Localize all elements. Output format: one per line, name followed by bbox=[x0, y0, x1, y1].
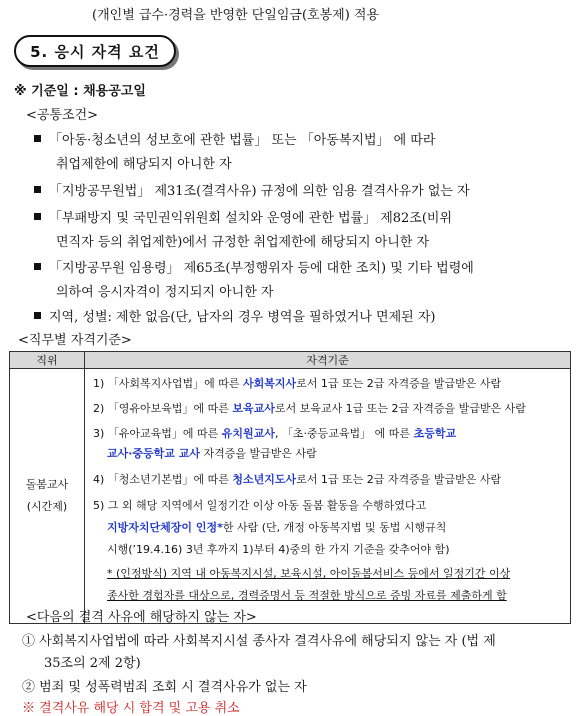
col-header-role: 직위 bbox=[10, 352, 85, 369]
wage-note-line: (개인별 급수·경력을 반영한 단일임금(호봉제) 적용 bbox=[92, 8, 380, 23]
reference-date: ※ 기준일 : 채용공고일 bbox=[14, 84, 146, 99]
disqualification-item-1: ① 사회복지사업법에 따라 사회복지시설 종사자 결격사유에 해당되지 않는 자 (법 제 bbox=[22, 634, 496, 649]
bullet-square-icon bbox=[34, 135, 41, 142]
criterion-5-line3: 시행(’19.4.16) 3년 후까지 1)부터 4)중의 한 가지 기준을 갖추어야 함) bbox=[107, 543, 450, 556]
common-item-1-cont: 취업제한에 해당되지 아니한 자 bbox=[56, 157, 232, 172]
recognition-method-note: * (인정방식) 지역 내 아동복지시설, 보육시설, 아이돌봄서비스 등에서 일정기간 이상 bbox=[107, 567, 511, 580]
col-header-criteria: 자격기준 bbox=[85, 352, 571, 369]
common-item-3: 「부패방지 및 국민권익위원회 설치와 운영에 관한 법률」 제82조(비위 bbox=[34, 207, 452, 226]
disqualification-heading: <다음의 결격 사유에 해당하지 않는 자> bbox=[26, 610, 257, 625]
criterion-3: 3) 「유아교육법」에 따른 유치원교사, 「초·중등교육법」 에 따른 초등학교 bbox=[93, 427, 457, 440]
bullet-square-icon bbox=[34, 213, 41, 220]
section-title: 5. 응시 자격 요건 bbox=[14, 35, 176, 67]
criterion-5: 5) 그 외 해당 지역에서 일정기간 이상 아동 돌봄 활동을 수행하였다고 bbox=[93, 499, 427, 512]
common-item-5: 지역, 성별: 제한 없음(단, 남자의 경우 병역을 필하였거나 면제된 자) bbox=[34, 306, 436, 325]
table-row bbox=[10, 369, 571, 624]
criterion-2: 2) 「영유아보육법」에 따른 보육교사로서 보육교사 1급 또는 2급 자격증을 발급받은 사람 bbox=[93, 402, 526, 415]
disqualification-item-1-cont: 35조의 2제 2항) bbox=[44, 656, 141, 671]
criteria-cell bbox=[85, 369, 571, 624]
common-item-2: 「지방공무원법」 제31조(결격사유) 규정에 의한 임용 결격사유가 없는 자 bbox=[34, 180, 470, 199]
table-header-row bbox=[10, 352, 571, 369]
criterion-3-cont: 교사·중등학교 교사 자격증을 발급받은 사람 bbox=[107, 447, 317, 460]
common-item-3-cont: 면직자 등의 취업제한)에서 규정한 취업제한에 해당되지 아니한 자 bbox=[56, 235, 430, 250]
job-criteria-heading: <직무별 자격기준> bbox=[18, 333, 132, 348]
criterion-1: 1) 「사회복지사업법」에 따른 사회복지사로서 1급 또는 2급 자격증을 발급받은 사람 bbox=[93, 377, 502, 390]
bullet-square-icon bbox=[34, 186, 41, 193]
disqualification-item-2: ② 범죄 및 성폭력범죄 조회 시 결격사유가 없는 자 bbox=[22, 680, 307, 695]
common-item-1: 「아동·청소년의 성보호에 관한 법률」 또는 「아동복지법」 에 따라 bbox=[34, 129, 435, 148]
common-conditions-heading: <공통조건> bbox=[26, 108, 99, 123]
bullet-square-icon bbox=[34, 263, 41, 270]
qualification-table bbox=[9, 351, 571, 624]
criterion-4: 4) 「청소년기본법」에 따른 청소년지도사로서 1급 또는 2급 자격증을 발급받은 사람 bbox=[93, 473, 502, 486]
bullet-square-icon bbox=[34, 312, 41, 319]
common-item-4: 「지방공무원 임용령」 제65조(부정행위자 등에 대한 조치) 및 기타 법령에 bbox=[34, 257, 474, 276]
criterion-5-line2: 지방자치단체장이 인정*한 사람 (단, 개정 아동복지법 및 동법 시행규칙 bbox=[107, 521, 447, 534]
cancellation-warning: ※ 결격사유 해당 시 합격 및 고용 취소 bbox=[22, 701, 240, 716]
role-cell: 돌봄교사 (시간제) bbox=[10, 369, 85, 624]
common-item-4-cont: 의하여 응시자격이 정지되지 아니한 자 bbox=[56, 285, 274, 300]
recognition-method-note-cont: 종사한 경험자를 대상으로, 경력증명서 등 적절한 방식으로 증빙 자료를 제출하게 함 bbox=[107, 589, 507, 602]
